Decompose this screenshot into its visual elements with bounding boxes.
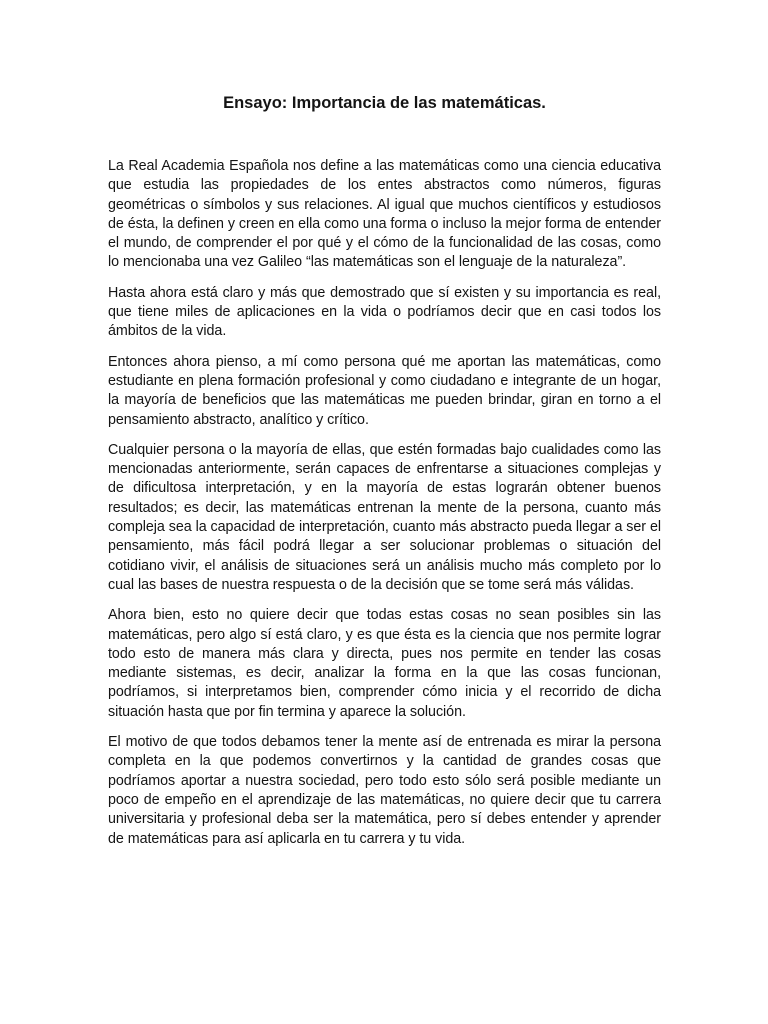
- document-title: Ensayo: Importancia de las matemáticas.: [223, 94, 546, 112]
- paragraph-5: Ahora bien, esto no quiere decir que todas estas cosas no sean posibles sin las matemáticas, pero algo sí está claro, y es que ésta es la ciencia que nos permite lograr todo esto de manera más clara y directa, pues nos permite en tender las cosas mediante sistemas, es decir, analizar la forma en la que las cosas funcionan, podríamos, si interpretamos bien, comprender cómo inicia y el recorrido de dicha situación hasta que por fin termina y aparece la solución.: [108, 607, 661, 720]
- document-body: [108, 94, 661, 860]
- paragraph-6: El motivo de que todos debamos tener la mente así de entrenada es mirar la persona completa en la que podemos convertirnos y la cantidad de grandes cosas que podríamos aportar a nuestra sociedad, pero todo esto sólo será posible mediante un poco de empeño en el aprendizaje de las matemáticas, no quiere decir que tu carrera universitaria y profesional deba ser la matemática, pero sí debes entender y aprender de matemáticas para así aplicarla en tu carrera y tu vida.: [108, 734, 661, 847]
- paragraph-2: Hasta ahora está claro y más que demostrado que sí existen y su importancia es real, que tiene miles de aplicaciones en la vida o podríamos decir que en casi todos los ámbitos de la vida.: [108, 284, 661, 340]
- paragraph-1: La Real Academia Española nos define a las matemáticas como una ciencia educativa que estudia las propiedades de los entes abstractos como números, figuras geométricas o símbolos y sus relaciones. Al igual que muchos científicos y estudiosos de ésta, la definen y creen en ella como una forma o incluso la mejor forma de entender el mundo, de comprender el por qué y el cómo de la funcionalidad de las cosas, como lo mencionaba una vez Galileo “las matemáticas son el lenguaje de la naturaleza”.: [108, 158, 661, 271]
- paragraph-4: Cualquier persona o la mayoría de ellas, que estén formadas bajo cualidades como las mencionadas anteriormente, serán capaces de enfrentarse a situaciones complejas y de dificultosa interpretación, y en la mayoría de estas lograrán obtener buenos resultados; es decir, las matemáticas entrenan la mente de la persona, cuanto más compleja sea la capacidad de interpretación, cuanto más abstracto pueda llegar a ser el pensamiento, más fácil podrá llegar a ser solucionar problemas o situación del cotidiano vivir, el análisis de situaciones será un análisis mucho más completo por lo cual las bases de nuestra respuesta o de la decisión que se tome será más válidas.: [108, 441, 661, 593]
- paragraph-3: Entonces ahora pienso, a mí como persona qué me aportan las matemáticas, como estudiante en plena formación profesional y como ciudadano e integrante de un hogar, la mayoría de beneficios que las matemáticas me pueden brindar, giran en torno a el pensamiento abstracto, analítico y crítico.: [108, 353, 661, 428]
